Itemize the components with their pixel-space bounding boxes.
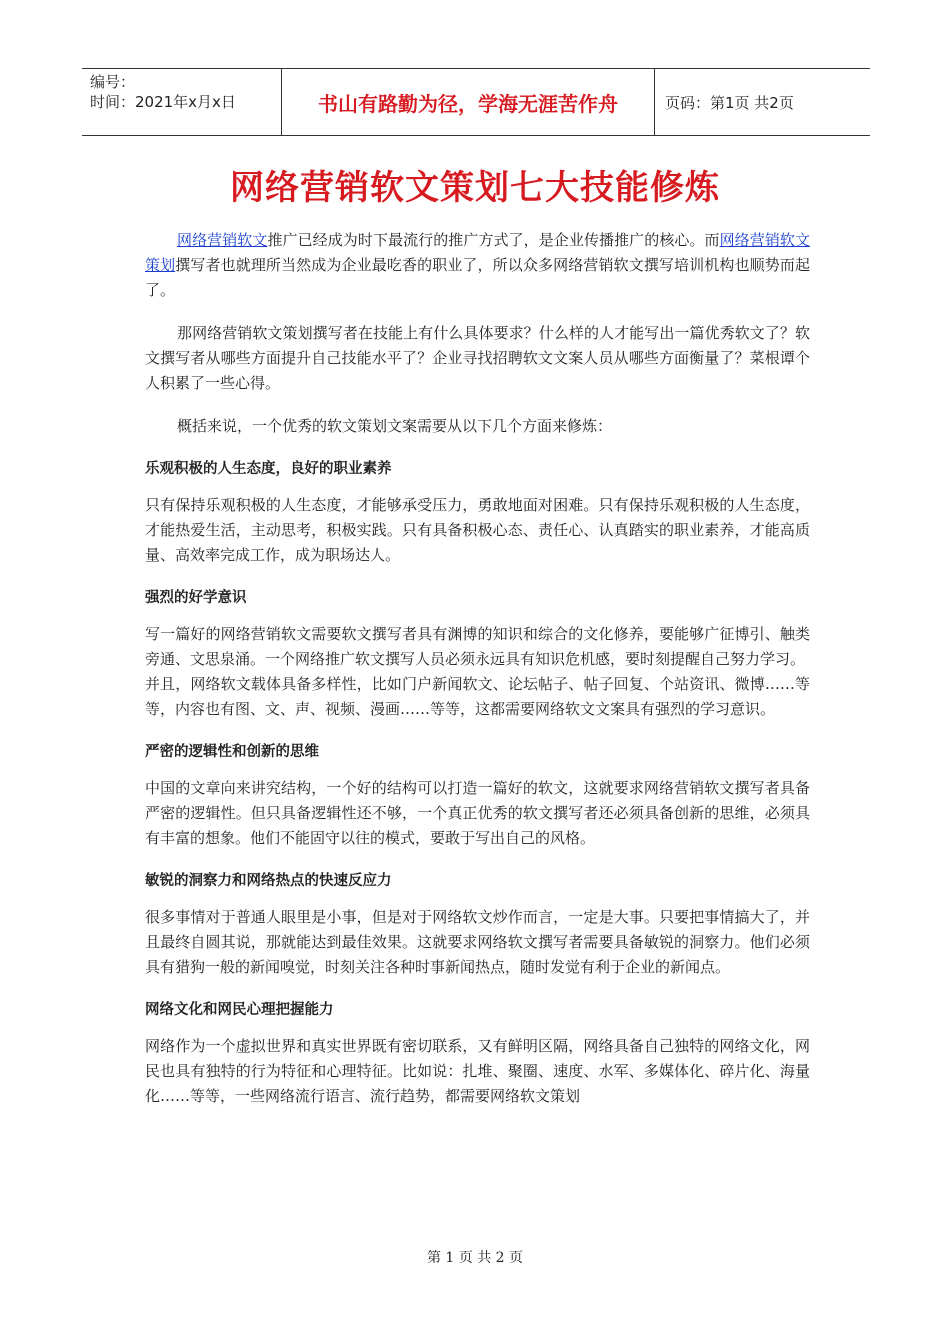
paragraph-questions: 那网络营销软文策划撰写者在技能上有什么具体要求？什么样的人才能写出一篇优秀软文了？软文撰写者从哪些方面提升自己技能水平了？企业寻找招聘软文文案人员从哪些方面衡量了？菜根谭个人积累了一些心得。: [145, 324, 810, 392]
document-title: 网络营销软文策划七大技能修炼: [230, 168, 720, 208]
section-heading-2: 强烈的好学意识: [145, 590, 247, 606]
section-paragraph: 并且，网络软文载体具备多样性，比如门户新闻软文、论坛帖子、帖子回复、个站资讯、微博……等等，内容也有图、文、声、视频、漫画……等等，这都需要网络软文文案具有强烈的学习意识。: [145, 675, 810, 718]
document-body: [145, 228, 810, 1109]
section-paragraph: 网络作为一个虚拟世界和真实世界既有密切联系，又有鲜明区隔，网络具备自己独特的网络文化，网民也具有独特的行为特征和心理特征。比如说：扎堆、聚圈、速度、水军、多媒体化、碎片化、海量化……等等，一些网络流行语言、流行趋势，都需要网络软文策划: [145, 1037, 810, 1105]
page-footer: 第 1 页 共 2 页: [426, 1250, 524, 1266]
number-label: 编号：: [90, 73, 136, 91]
header-page-info: 页码：第1页 共2页: [665, 93, 794, 112]
section-paragraph: 只有保持乐观积极的人生态度，才能够承受压力，勇敢地面对困难。只有保持乐观积极的人生态度，才能热爱生活，主动思考，积极实践。只有具备积极心态、责任心、认真踏实的职业素养，才能高质量、高效率完成工作，成为职场达人。: [145, 496, 810, 564]
section-paragraph: 中国的文章向来讲究结构，一个好的结构可以打造一篇好的软文，这就要求网络营销软文撰写者具备严密的逻辑性。但只具备逻辑性还不够，一个真正优秀的软文撰写者还必须具备创新的思维，必须具有丰富的想象。他们不能固守以往的模式，要敢于写出自己的风格。: [145, 779, 810, 847]
link-network-marketing-copy[interactable]: 网络营销软文: [177, 231, 268, 249]
section-heading-1: 乐观积极的人生态度，良好的职业素养: [145, 461, 392, 477]
link-copy-planning[interactable]: 网络营销软文策划: [145, 231, 810, 274]
intro-text-1: 推广已经成为时下最流行的推广方式了，是企业传播推广的核心。而: [267, 231, 720, 249]
section-paragraph: 写一篇好的网络营销软文需要软文撰写者具有渊博的知识和综合的文化修养，要能够广征博引、触类旁通、文思泉涌。一个网络推广软文撰写人员必须永远具有知识危机感，要时刻提醒自己努力学习。: [145, 625, 810, 668]
header-table: [82, 68, 870, 136]
section-paragraph: 很多事情对于普通人眼里是小事，但是对于网络软文炒作而言，一定是大事。只要把事情搞大了，并且最终自圆其说，那就能达到最佳效果。这就要求网络软文撰写者需要具备敏锐的洞察力。他们必须具有猎狗一般的新闻嗅觉，时刻关注各种时事新闻热点，随时发觉有利于企业的新闻点。: [145, 908, 810, 976]
header-meta: [82, 69, 282, 135]
section-heading-5: 网络文化和网民心理把握能力: [145, 1002, 334, 1018]
intro-paragraph: [145, 228, 810, 303]
section-heading-4: 敏锐的洞察力和网络热点的快速反应力: [145, 873, 392, 889]
date-label: 时间：2021年x月x日: [90, 93, 236, 111]
paragraph-summary: 概括来说，一个优秀的软文策划文案需要从以下几个方面来修炼：: [177, 417, 613, 435]
header-motto: 书山有路勤为径，学海无涯苦作舟: [282, 69, 655, 135]
section-heading-3: 严密的逻辑性和创新的思维: [145, 744, 319, 760]
intro-text-2: 撰写者也就理所当然成为企业最吃香的职业了，所以众多网络营销软文撰写培训机构也顺势而起了。: [145, 256, 810, 299]
